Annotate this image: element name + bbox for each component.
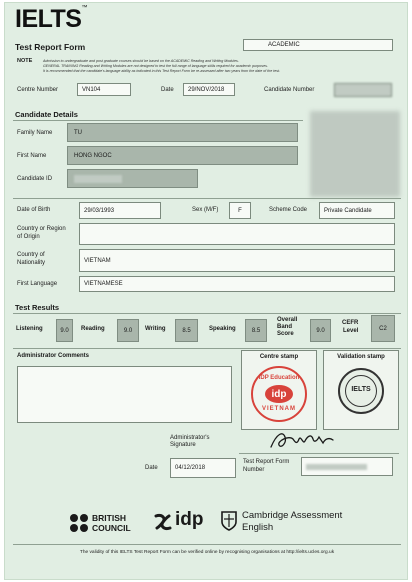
cefr-value: C2 [379,325,387,332]
idp-swirl-icon [153,512,173,532]
footer-divider [13,544,401,545]
candidate-number-value: 016001 [339,87,360,93]
test-date-value: 29/NOV/2018 [188,86,225,93]
test-results-title: Test Results [15,303,60,312]
test-date-field [183,83,235,96]
trf-number-field [301,457,393,476]
dob-value: 29/03/1993 [84,207,115,214]
cefr-score [371,315,395,342]
seal-text: IELTS [351,386,371,393]
form-title: Test Report Form [15,42,86,52]
sex-value: F [238,207,242,214]
family-name-field [67,123,298,142]
centre-number-label: Centre Number [17,87,59,93]
cambridge-logo [221,510,381,536]
origin-label-2: of Origin [17,234,40,240]
first-language-value: VIETNAMESE [84,281,123,287]
writing-score [175,319,198,342]
centre-number-field [77,83,131,96]
centre-stamp-panel [241,350,317,430]
reading-score-value: 9.0 [123,327,133,334]
dob-field [79,202,161,219]
listening-score [56,319,73,342]
cambridge-line-2: English [242,522,274,533]
trf-number-label-2: Number [243,467,265,473]
stamp-bottom-text: VIETNAM [262,406,296,412]
validity-notice: The validity of this IELTS Test Report Form can be verified online by recognising organisations at http://ielts.ucles.org.uk [79,550,335,555]
scheme-code-label: Scheme Code [269,207,308,213]
idp-logo [153,509,213,535]
module-field [243,39,393,51]
nationality-label-2: Nationality [17,260,46,266]
family-name-value: TU [74,129,82,136]
overall-score [310,319,331,342]
british-council-dots-icon [69,513,89,533]
centre-number-value: VN104 [82,86,101,93]
first-language-field [79,276,395,292]
nationality-label-1: Country of [17,252,45,258]
candidate-photo [310,111,400,197]
admin-comments-field [17,366,232,423]
family-name-label: Family Name [17,130,53,136]
speaking-score [245,319,267,342]
section-divider [13,348,401,349]
first-name-value: HONG NGOC [74,152,112,159]
overall-score-value: 9.0 [316,327,325,334]
trademark-mark: ™ [81,5,87,11]
validation-stamp-label: Validation stamp [337,354,385,360]
overall-label-3: Score [277,331,294,337]
cefr-label-1: CEFR [342,320,359,326]
candidate-id-value: 079196000000 [74,175,122,183]
note-line-1: Admission to undergraduate and post graduate courses should be based on the ACADEMIC Reading and Writing Modules. [43,59,239,63]
speaking-label: Speaking [209,326,236,332]
cefr-label-2: Level [343,328,359,334]
nationality-field [79,249,395,272]
reading-label: Reading [81,326,105,332]
trf-number-label-1: Test Report Form [243,459,290,465]
stamp-logo-text: idp [271,388,287,400]
candidate-number-label: Candidate Number [264,87,315,93]
stamp-top-text: IDP Education [258,375,300,381]
british-council-logo [69,512,149,534]
listening-score-value: 9.0 [60,327,69,334]
scheme-code-value: Private Candidate [324,207,372,214]
speaking-score-value: 8.5 [251,327,261,334]
idp-text: idp [175,509,204,530]
centre-stamp-label: Centre stamp [259,354,299,360]
ielts-validation-seal [338,368,384,414]
issue-date-field [170,458,236,478]
note-line-3: It is recommended that the candidate's language ability as indicated in this Test Report Form be re-assessed after two years from the date of the test. [43,69,281,73]
origin-field [79,223,395,245]
admin-comments-label: Administrator Comments [17,353,90,359]
first-language-label: First Language [17,281,58,287]
british-council-line-2: COUNCIL [92,523,131,533]
writing-label: Writing [145,326,166,332]
section-divider [13,120,303,121]
listening-label: Listening [16,326,43,332]
candidate-details-title: Candidate Details [15,110,78,119]
ielts-logo-text: IELTS [15,5,82,33]
sex-field [229,202,251,219]
signature-label-1: Administrator's [170,435,210,441]
candidate-number-field [334,83,392,97]
test-report-form [4,2,408,580]
test-date-label: Date [161,87,174,93]
signature-line [239,453,399,454]
section-divider [13,198,401,199]
first-name-field [67,146,298,165]
cambridge-shield-icon [221,511,237,531]
reading-score [117,319,139,342]
dob-label: Date of Birth [17,207,51,213]
nationality-value: VIETNAM [84,257,111,264]
note-label: NOTE [17,58,33,64]
writing-score-value: 8.5 [182,327,191,334]
validation-stamp-panel [323,350,399,430]
module-value: ACADEMIC [268,42,300,48]
issue-date-value: 04/12/2018 [175,465,206,471]
note-line-2: GENERAL TRAINING Reading and Writing Modules are not designed to test the full range of language skills required for academic purposes. [43,64,268,68]
candidate-id-field [67,169,198,188]
scheme-code-field [319,202,395,219]
origin-label-1: Country or Region [17,226,66,232]
cambridge-line-1: Cambridge Assessment [242,510,343,521]
administrator-signature [267,427,337,453]
sex-label: Sex (M/F) [192,207,219,213]
issue-date-label: Date [145,465,158,471]
overall-label-1: Overall [277,317,298,323]
stamp-logo-badge [265,385,293,403]
first-name-label: First Name [17,153,47,159]
section-divider [13,313,401,314]
signature-label-2: Signature [170,442,196,448]
british-council-line-1: BRITISH [92,513,126,523]
idp-centre-stamp [251,366,307,422]
candidate-id-label: Candidate ID [17,176,53,182]
ielts-logo [15,5,87,34]
overall-label-2: Band [277,324,292,330]
trf-number-value: 18VN016001TUH104A [306,463,368,470]
